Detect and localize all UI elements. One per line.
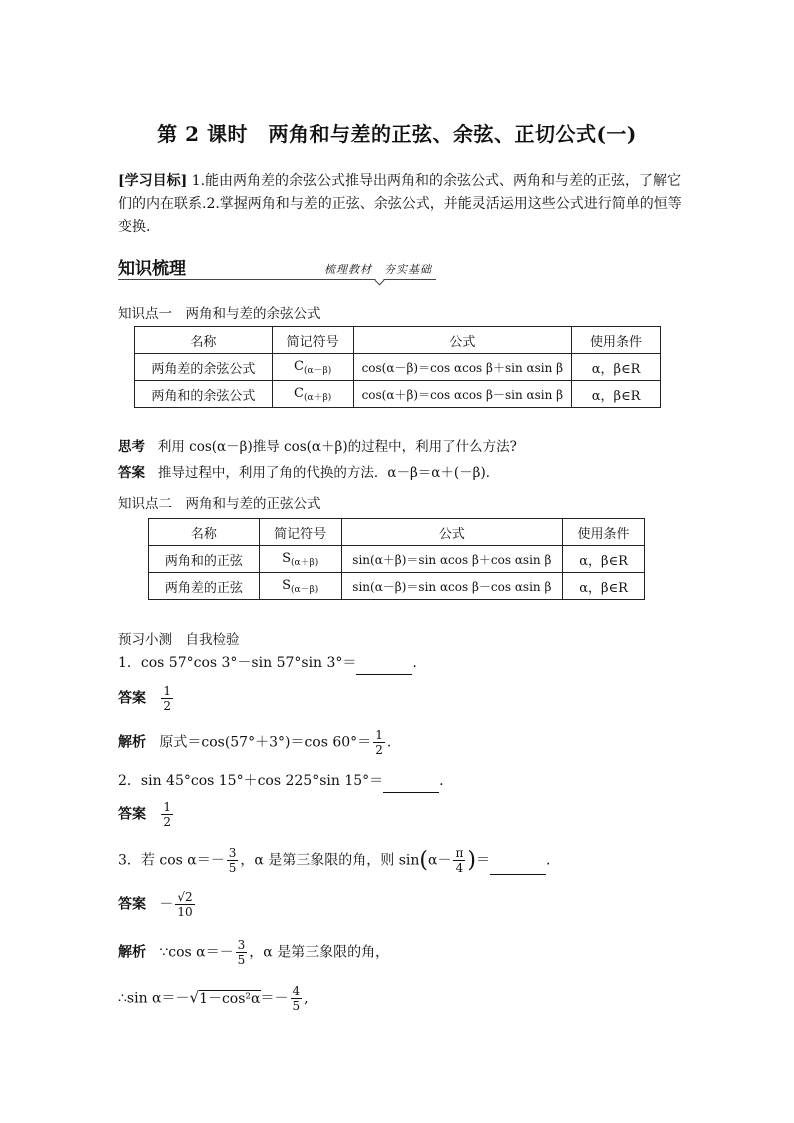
q1-analysis-end: .: [386, 734, 392, 751]
q1-answer-fraction: [161, 684, 173, 713]
q3-analysis-fraction: [236, 938, 248, 967]
answer-blank: [383, 778, 439, 793]
symbol-subscript: (α＋β): [290, 557, 319, 568]
answer-label: 答案: [118, 690, 146, 707]
header-cell: 公式: [353, 327, 572, 354]
fraction-denominator: 2: [163, 699, 171, 713]
q2-text: 2．sin 45°cos 15°＋cos 225°sin 15°＝: [118, 773, 384, 789]
q3-pi-fraction: [453, 846, 465, 875]
fraction-numerator: 3: [228, 846, 237, 860]
q3-answer-fraction: [175, 890, 194, 919]
answer-label: 答案: [118, 465, 145, 481]
answer-label: 答案: [118, 806, 146, 823]
think-line: [118, 436, 517, 459]
cell-formula: sin(α－β)＝sin αcos β－cos αsin β: [341, 573, 563, 600]
sin-formula-table: [148, 518, 645, 600]
cell-condition: α，β∈R: [563, 573, 645, 600]
section-banner: [118, 252, 436, 280]
header-cell: 公式: [341, 519, 563, 546]
cell-name: 两角差的正弦: [149, 573, 260, 600]
think-answer: 推导过程中，利用了角的代换的方法．α－β＝α＋(－β)．: [157, 465, 500, 481]
symbol-letter: C: [294, 358, 304, 374]
q3-line2-end: ,: [304, 990, 309, 1007]
fraction-numerator: 1: [163, 684, 171, 698]
answer-label: 答案: [118, 896, 146, 913]
fraction-numerator: 4: [292, 984, 301, 998]
q1-text: 1．cos 57°cos 3°－sin 57°sin 3°＝: [118, 655, 357, 671]
question-1: [118, 652, 417, 675]
fraction-numerator: 1: [375, 728, 383, 742]
section-title: 知识梳理: [118, 259, 186, 279]
cell-symbol: [272, 354, 353, 381]
page-title: 第 2 课时 两角和与差的正弦、余弦、正切公式(一): [157, 122, 637, 146]
answer-blank: [490, 860, 546, 875]
q3-sqrt-radicand: 1－cos²α: [199, 990, 261, 1007]
q3-answer-sign: －: [159, 896, 174, 913]
symbol-letter: S: [282, 577, 291, 593]
kp1-heading: 知识点一 两角和与差的余弦公式: [118, 306, 321, 322]
q1-answer-line: [118, 684, 175, 713]
think-label: 思考: [118, 439, 145, 455]
cell-name: 两角差的余弦公式: [135, 354, 273, 381]
header-cell: 使用条件: [572, 327, 661, 354]
fraction-numerator: 3: [237, 938, 246, 952]
cell-formula: sin(α＋β)＝sin αcos β＋cos αsin β: [341, 546, 563, 573]
fraction-denominator: 10: [177, 905, 193, 919]
symbol-subscript: (α－β): [303, 365, 332, 376]
cell-symbol: [272, 381, 353, 408]
fraction-denominator: 4: [455, 861, 464, 875]
q1-analysis-line: [118, 728, 391, 757]
q3-analysis-b: ，α 是第三象限的角，: [249, 944, 390, 961]
header-cell: 名称: [135, 327, 273, 354]
fraction-denominator: 2: [163, 815, 171, 829]
fraction-denominator: 5: [237, 953, 246, 967]
cell-formula: cos(α＋β)＝cos αcos β－sin αsin β: [353, 381, 572, 408]
symbol-subscript: (α＋β): [303, 392, 332, 403]
think-text: 利用 cos(α－β)推导 cos(α＋β)的过程中，利用了什么方法?: [157, 439, 517, 455]
answer-blank: [356, 660, 412, 675]
cell-symbol: [259, 546, 341, 573]
table-header-row: [135, 327, 661, 354]
header-cell: 使用条件: [563, 519, 645, 546]
cell-symbol: [259, 573, 341, 600]
section-rule-notch: [375, 276, 385, 286]
cell-condition: α，β∈R: [563, 546, 645, 573]
q3-fraction: [227, 846, 239, 875]
table-row: [135, 354, 661, 381]
q2-answer-line: [118, 800, 175, 829]
cell-condition: α，β∈R: [572, 354, 661, 381]
preview-heading: 预习小测 自我检验: [118, 632, 240, 648]
q3-analysis-line-2: ∴sin α＝－√1－cos²α＝－ $\frac{4}{5}$ ,: [118, 984, 309, 1013]
fraction-denominator: 2: [375, 743, 383, 757]
q2-end: .: [439, 773, 444, 789]
symbol-subscript: (α－β): [290, 584, 319, 595]
fraction-denominator: 5: [228, 861, 237, 875]
q3-analysis-a: ∵cos α＝－: [159, 944, 234, 961]
fraction-numerator: π: [455, 846, 464, 860]
fraction-numerator: 1: [163, 800, 171, 814]
q3-paren-a: α－: [428, 852, 452, 869]
objective-text: 1.能由两角差的余弦公式推导出两角和的余弦公式、两角和与差的正弦，了解它们的内在联系.2.掌握两角和与差的正弦、余弦公式，并能灵活运用这些公式进行简单的恒等变换.: [118, 173, 682, 235]
table-row: [149, 546, 645, 573]
section-rule: [118, 279, 436, 280]
cos-formula-table: [134, 326, 661, 408]
table-header-row: [149, 519, 645, 546]
q3-text-a: 3．若 cos α＝－: [118, 852, 225, 869]
learning-objective: [118, 170, 688, 239]
q2-answer-fraction: [161, 800, 173, 829]
analysis-label: 解析: [118, 734, 146, 751]
q3-end: .: [545, 852, 551, 869]
q1-analysis: 原式＝cos(57°＋3°)＝cos 60°＝: [159, 734, 372, 751]
table-row: [149, 573, 645, 600]
cell-formula: cos(α－β)＝cos αcos β＋sin αsin β: [353, 354, 572, 381]
fraction-numerator: √2: [177, 890, 193, 904]
header-cell: 简记符号: [272, 327, 353, 354]
q1-end: .: [412, 655, 417, 671]
q1-analysis-fraction: [373, 728, 385, 757]
table-row: [135, 381, 661, 408]
symbol-letter: C: [294, 385, 304, 401]
cell-name: 两角和的余弦公式: [135, 381, 273, 408]
cell-name: 两角和的正弦: [149, 546, 260, 573]
think-answer-line: [118, 462, 499, 485]
question-3: 3．若 cos α＝－ $\frac{3}{5}$ ，α 是第三象限的角，则 sin(α－ $\frac{\pi}{4}$ )＝ .: [118, 846, 551, 875]
analysis-label: 解析: [118, 944, 146, 961]
symbol-letter: S: [282, 550, 291, 566]
header-cell: 简记符号: [259, 519, 341, 546]
header-cell: 名称: [149, 519, 260, 546]
q3-line2-b: ＝－: [260, 990, 289, 1007]
objective-tag: [学习目标]: [118, 173, 188, 189]
cell-condition: α，β∈R: [572, 381, 661, 408]
kp2-heading: 知识点二 两角和与差的正弦公式: [118, 496, 321, 512]
q3-analysis-line: [118, 938, 389, 967]
q3-text-c: ＝: [475, 852, 490, 869]
section-subtitle: 梳理教材 夯实基础: [324, 263, 432, 276]
q3-line2-a: ∴sin α＝－: [118, 990, 190, 1007]
fraction-denominator: 5: [292, 999, 301, 1013]
q3-answer-line: [118, 890, 197, 919]
question-2: [118, 770, 444, 793]
q3-line2-fraction: [291, 984, 303, 1013]
q3-text-b: ，α 是第三象限的角，则 sin: [240, 852, 420, 869]
